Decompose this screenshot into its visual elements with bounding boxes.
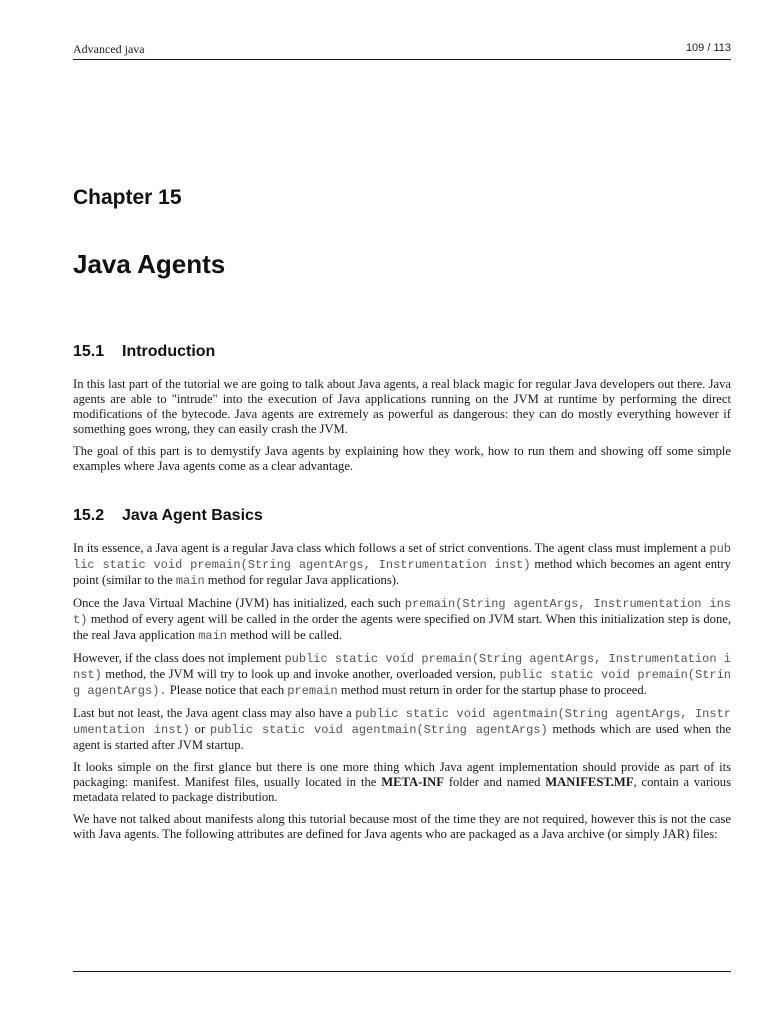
text-run: Last but not least, the Java agent class may also have a [73,706,356,720]
text-run: method, the JVM will try to look up and invoke another, overloaded version, [101,667,500,681]
text-run: method must return in order for the startup phase to proceed. [337,683,647,697]
code-main: main [198,629,227,643]
text-run: Once the Java Virtual Machine (JVM) has initialized, each such [73,596,405,610]
text-run: It looks simple on the first glance but there is one more thing which Java agent implementation should provide as part of its packaging: manifest. Manifest files, usually located in the [73,760,731,789]
code-agentmain-signature: public static void agentmain(String agentArgs, Instrumentation inst) [73,707,731,737]
paragraph [73,541,731,589]
section-introduction [73,343,731,481]
code-premain-overload: public static void premain(String agentArgs). [73,668,732,698]
paragraph: We have not talked about manifests along this tutorial because most of the time they are not required, however this is not the case with Java agents. The following attributes are defined for Java agents who are packaged as a Java archive (or simply JAR) files: [73,812,731,841]
section-title: Introduction [122,343,216,360]
paragraph [73,596,731,644]
code-premain-signature: public static void premain(String agentArgs, Instrumentation inst) [73,542,731,572]
paragraph [73,760,731,805]
running-header [73,42,731,60]
text-run: method which becomes an agent entry point (similar to the [73,557,731,587]
paragraph [73,706,731,753]
bold-meta-inf: META-INF [381,775,444,789]
text-run: method for regular Java applications). [204,573,400,587]
code-agentmain-overload: public static void agentmain(String agentArgs) [209,723,548,737]
chapter-title: Java Agents [73,249,226,279]
section-number: 15.1 [73,343,105,360]
header-rule [73,59,731,60]
text-run: However, if the class does not implement [73,651,285,665]
code-premain-call: premain(String agentArgs, Instrumentation inst) [73,597,731,627]
code-premain-signature: public static void premain(String agentArgs, Instrumentation inst) [73,652,731,682]
text-run: methods which are used when the agent is started after JVM startup. [73,722,731,752]
section-heading [73,507,731,525]
paragraph [73,651,731,699]
section-number: 15.2 [73,507,105,524]
paragraph: In this last part of the tutorial we are going to talk about Java agents, a real black magic for regular Java developers out there. Java agents are able to "intrude" into the execution of Java applications running on the JVM at runtime by performing the direct modifications of the bytecode. Java agents are extremely as powerful as dangerous: they can do mostly everything however if something goes wrong, they can easily crash the JVM. [73,377,731,436]
header-page-number: 109 / 113 [685,42,731,54]
text-run: Please notice that each [166,683,288,697]
text-run: , contain a various metadata related to package distribution. [73,775,732,804]
code-main: main [175,574,205,588]
bold-manifest-mf: MANIFEST.MF [545,775,634,789]
section-java-agent-basics [73,507,731,849]
text-run: or [189,722,210,736]
section-title: Java Agent Basics [122,507,263,524]
chapter-label: Chapter 15 [73,186,182,209]
text-run: In its essence, a Java agent is a regular Java class which follows a set of strict conventions. The agent class must implement a [73,541,710,555]
header-book-title: Advanced java [73,42,145,56]
code-premain: premain [287,684,338,698]
text-run: folder and named [443,775,546,789]
section-heading [73,343,731,361]
paragraph: The goal of this part is to demystify Java agents by explaining how they work, how to run them and showing off some simple examples where Java agents come as a clear advantage. [73,444,731,473]
footer-rule [73,971,731,972]
text-run: method will be called. [227,628,343,642]
text-run: method of every agent will be called in the order the agents were specified on JVM start. When this initialization step is done, the real Java application [73,612,731,642]
document-page [73,0,731,1024]
